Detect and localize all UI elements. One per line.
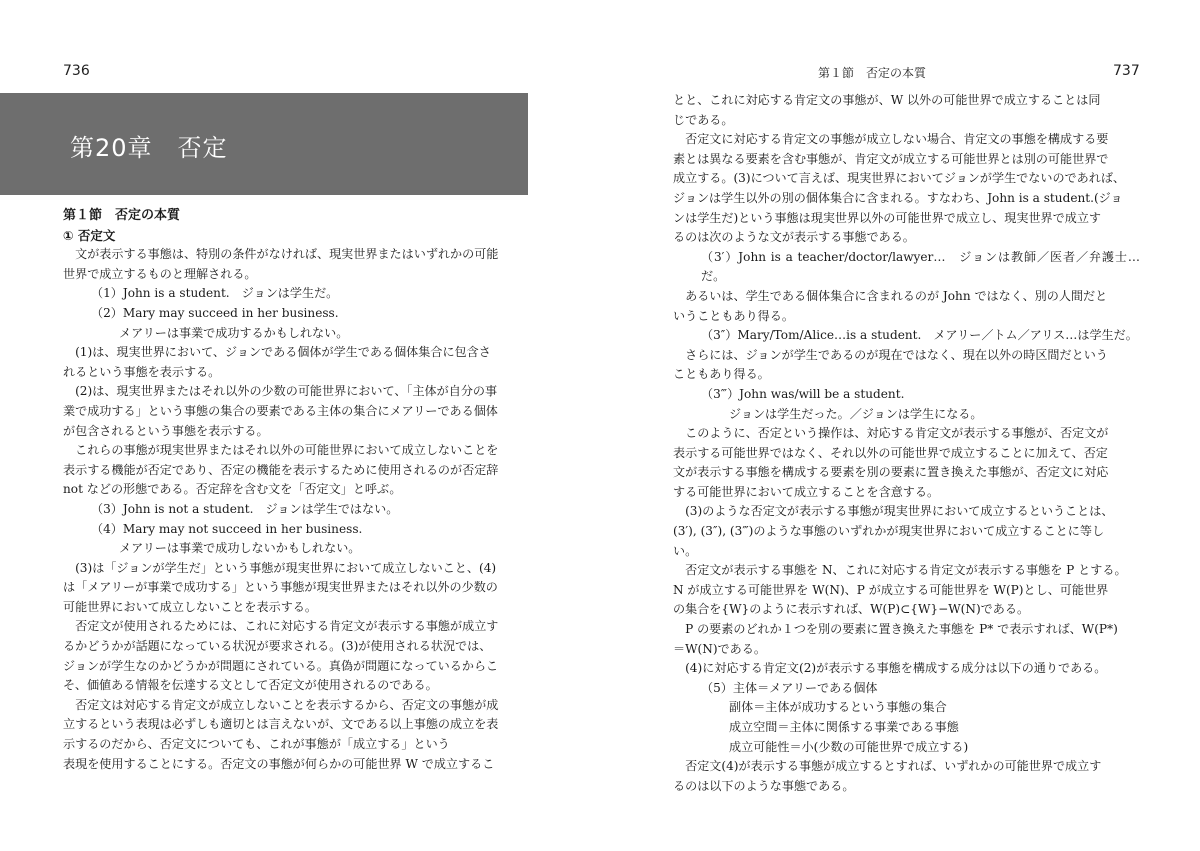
body-line: るかどうかが話題になっている状況が要求される。(3)が使用される状況では、	[63, 639, 492, 654]
example-translation: メアリーは事業で成功するかもしれない。	[119, 325, 349, 340]
body-line: とと、これに対応する肯定文の事態が、W 以外の可能世界で成立することは同	[673, 93, 1101, 107]
body-line: こともあり得る。	[673, 367, 770, 382]
body-line: ジョンが学生なのかどうかが問題にされている。真偽が問題になっているからこ	[63, 658, 499, 673]
body-line: 否定文が使用されるためには、これに対応する肯定文が表示する事態が成立す	[75, 619, 499, 634]
body-line: が包含されるという事態を表示する。	[63, 423, 269, 438]
body-line: 表示する可能世界ではなく、それ以外の可能世界で成立することに加えて、否定	[673, 445, 1108, 460]
body-line: 成立する。(3)について言えば、現実世界においてジョンが学生でないのであれば、	[673, 171, 1126, 186]
body-line: 業で成功する」という事態の集合の要素である主体の集合にメアリーである個体	[63, 403, 498, 418]
body-line: (3)のような否定文が表示する事態が現実世界において成立するということは、	[685, 504, 1114, 519]
body-line: 表示する機能が否定であり、否定の機能を表示するために使用されるのが否定辞	[63, 462, 499, 477]
example-translation: 副体＝主体が成功するという事態の集合	[729, 700, 947, 715]
body-line: 否定文は対応する肯定文が成立しないことを表示するから、否定文の事態が成	[75, 697, 499, 712]
page-number-left: 736	[63, 63, 90, 79]
body-line: 否定文が表示する事態を N、これに対応する肯定文が表示する事態を P とする。	[685, 563, 1127, 578]
body-line: (2)は、現実世界またはそれ以外の少数の可能世界において、「主体が自分の事	[75, 384, 498, 399]
body-line: の集合を{W}のように表示すれば、W(P)⊂{W}−W(N)である。	[673, 602, 1030, 617]
body-line: する可能世界において成立することを含意する。	[673, 484, 940, 499]
body-line: ＝W(N)である。	[673, 641, 766, 656]
body-line: るのは次のような文が表示する事態である。	[673, 230, 915, 245]
body-line: not などの形態である。否定辞を含む文を「否定文」と呼ぶ。	[63, 482, 402, 497]
example-line: （3‴）John was/will be a student.	[701, 386, 905, 401]
body-line: そ、価値ある情報を伝達する文として否定文が使用されるのである。	[63, 678, 438, 693]
chapter-title: 第20章 否定	[70, 134, 228, 162]
body-line: ンは学生だ)という事態は現実世界以外の可能世界で成立し、現実世界で成立す	[673, 210, 1102, 225]
page-number-right: 737	[1113, 63, 1140, 79]
body-line: (3′), (3″), (3‴)のような事態のいずれかが現実世界において成立することに等し	[673, 524, 1105, 539]
right-page-body	[673, 91, 1140, 796]
body-line: いうこともあり得る。	[673, 308, 794, 323]
body-line: 文が表示する事態は、特別の条件がなければ、現実世界またはいずれかの可能	[75, 247, 499, 262]
example-line: （3″）Mary/Tom/Alice…is a student. メアリー／トム／アリス…は学生だ。	[701, 328, 1138, 343]
body-line: さらには、ジョンが学生であるのが現在ではなく、現在以外の時区間だという	[685, 347, 1108, 362]
body-line: ジョンは学生以外の別の個体集合に含まれる。すなわち、John is a student.(ジョ	[673, 190, 1123, 205]
body-line: (4)に対応する肯定文(2)が表示する事態を構成する成分は以下の通りである。	[685, 661, 1107, 676]
body-line: (1)は、現実世界において、ジョンである個体が学生である個体集合に包含さ	[75, 345, 491, 360]
example-translation: ジョンは学生だった。／ジョンは学生になる。	[729, 406, 983, 421]
body-line: 立するという表現は必ずしも適切とは言えないが、文である以上事態の成立を表	[63, 717, 499, 732]
body-line: P の要素のどれか１つを別の要素に置き換えた事態を P* で表示すれば、W(P*)	[685, 622, 1118, 637]
body-line: これらの事態が現実世界またはそれ以外の可能世界において成立しないことを	[75, 443, 499, 458]
example-translation: 成立可能性＝小(少数の可能世界で成立する)	[729, 739, 969, 754]
body-line: N が成立する可能世界を W(N)、P が成立する可能世界を W(P)とし、可能世界	[673, 582, 1109, 597]
body-line: 否定文(4)が表示する事態が成立するとすれば、いずれかの可能世界で成立す	[685, 759, 1102, 774]
body-line: 表現を使用することにする。否定文の事態が何らかの可能世界 W で成立するこ	[63, 756, 495, 771]
example-translation: メアリーは事業で成功しないかもしれない。	[119, 541, 361, 556]
left-page-body	[63, 206, 526, 774]
body-line: 素とは異なる要素を含む事態が、肯定文が成立する可能世界とは別の可能世界で	[673, 151, 1109, 166]
example-line: （4）Mary may not succeed in her business.	[91, 521, 363, 536]
body-line: じである。	[673, 112, 734, 127]
example-line: （5）主体＝メアリーである個体	[701, 680, 878, 695]
subsection-heading: ① 否定文	[63, 227, 116, 243]
body-line: 示するのだから、否定文についても、これが事態が「成立する」という	[63, 737, 450, 752]
body-line: 世界で成立するものと理解される。	[63, 266, 257, 281]
running-head: 第１節 否定の本質	[818, 66, 927, 80]
body-line: るのは以下のような事態である。	[673, 778, 855, 793]
example-line: （3）John is not a student. ジョンは学生ではない。	[91, 501, 399, 516]
body-line: あるいは、学生である個体集合に含まれるのが John ではなく、別の人間だと	[685, 288, 1108, 303]
example-translation: 成立空間＝主体に関係する事業である事態	[729, 720, 959, 734]
example-line: （1）John is a student. ジョンは学生だ。	[91, 286, 339, 301]
body-line: れるという事態を表示する。	[63, 364, 221, 379]
body-line: 文が表示する事態を構成する要素を別の要素に置き換えた事態が、否定文に対応	[673, 465, 1109, 480]
body-line: 否定文に対応する肯定文の事態が成立しない場合、肯定文の事態を構成する要	[685, 132, 1109, 147]
section-heading: 第１節 否定の本質	[63, 208, 181, 223]
body-line: は「メアリーが事業で成功する」という事態が現実世界またはそれ以外の少数の	[63, 580, 498, 595]
body-line: このように、否定という操作は、対応する肯定文が表示する事態が、否定文が	[685, 426, 1109, 441]
body-line: 可能世界において成立しないことを表示する。	[63, 599, 317, 614]
body-line: (3)は「ジョンが学生だ」という事態が現実世界において成立しないこと、(4)	[75, 560, 497, 575]
body-line: い。	[673, 543, 698, 558]
example-line: （2）Mary may succeed in her business.	[91, 305, 339, 320]
example-line: （3′）John is a teacher/doctor/lawyer… ジョンは教師／医者／弁護士…だ。	[701, 249, 1140, 284]
